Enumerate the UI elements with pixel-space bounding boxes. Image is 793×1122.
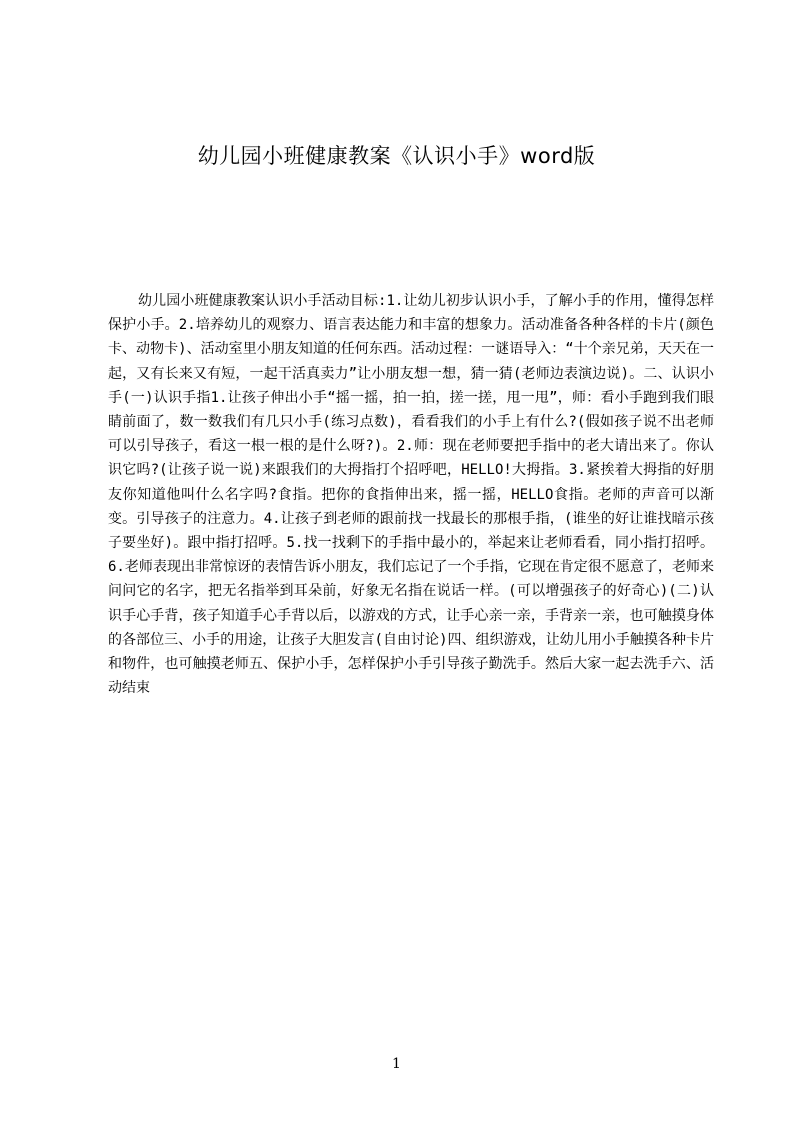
body-paragraph: 幼儿园小班健康教案认识小手活动目标:1.让幼儿初步认识小手，了解小手的作用，懂得怎样保护小手。2.培养幼儿的观察力、语言表达能力和丰富的想象力。活动准备各种各样的卡片(颜色卡、动物卡)、活动室里小朋友知道的任何东西。活动过程：一谜语导入：“十个亲兄弟，天天在一起，又有长来又有短，一起干活真卖力”让小朋友想一想，猜一猜(老师边表演边说)。二、认识小手(一)认识手指1.让孩子伸出小手“摇一摇，拍一拍，搓一搓，甩一甩”，师：看小手跑到我们眼睛前面了，数一数我们有几只小手(练习点数)，看看我们的小手上有什么?(假如孩子说不出老师可以引导孩子，看这一根一根的是什么呀?)。2.师：现在老师要把手指中的老大请出来了。你认识它吗?(让孩子说一说)来跟我们的大拇指打个招呼吧，HELLO!大拇指。3.紧挨着大拇指的好朋友你知道他叫什么名字吗?食指。把你的食指伸出来，摇一摇，HELLO食指。老师的声音可以渐变。引导孩子的注意力。4.让孩子到老师的跟前找一找最长的那根手指，(谁坐的好让谁找暗示孩子要坐好)。跟中指打招呼。5.找一找剩下的手指中最小的，举起来让老师看看，同小指打招呼。6.老师表现出非常惊讶的表情告诉小朋友，我们忘记了一个手指，它现在肯定很不愿意了，老师来问问它的名字，把无名指举到耳朵前，好象无名指在说话一样。(可以增强孩子的好奇心)(二)认识手心手背，孩子知道手心手背以后，以游戏的方式，让手心亲一亲，手背亲一亲，也可触摸身体的各部位三、小手的用途，让孩子大胆发言(自由讨论)四、组织游戏，让幼儿用小手触摸各种卡片和物件，也可触摸老师五、保护小手，怎样保护小手引导孩子勤洗手。然后大家一起去洗手六、活动结束 xyxy=(108,293,714,697)
page-number: 1 xyxy=(392,1056,401,1072)
document-title: 幼儿园小班健康教案《认识小手》word版 xyxy=(197,144,596,168)
